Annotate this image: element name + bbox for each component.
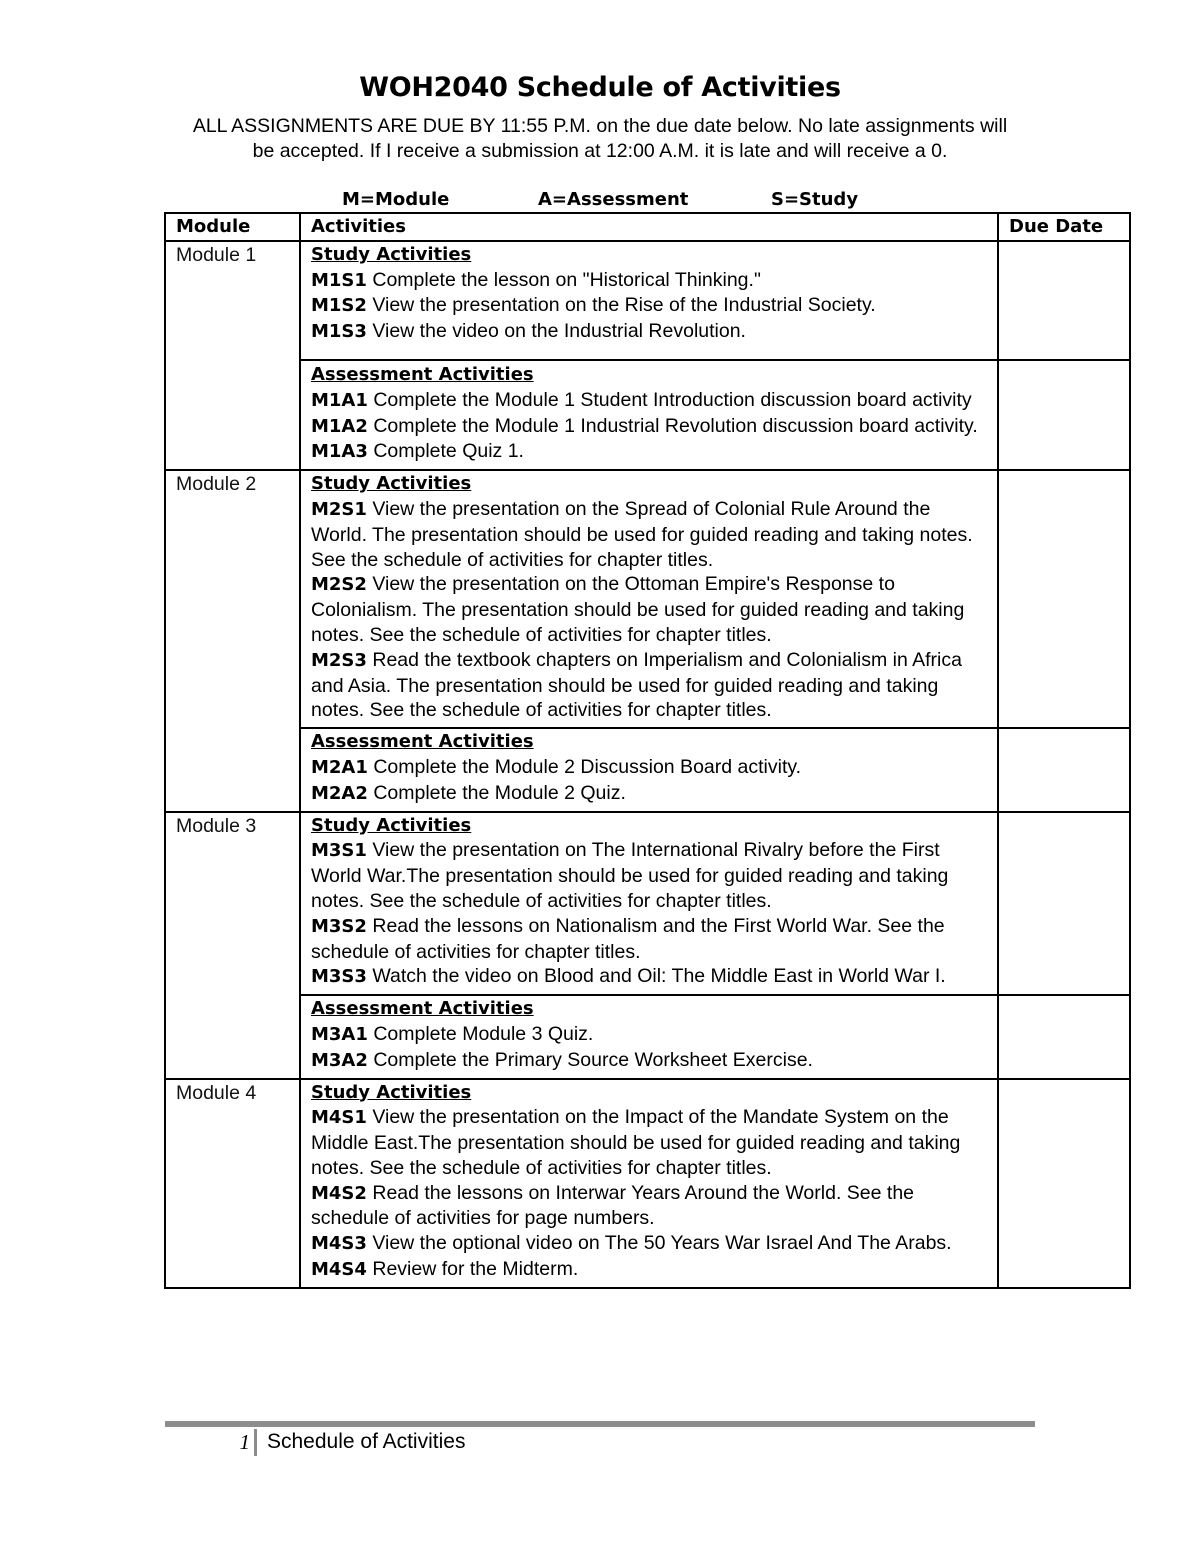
schedule-table: [164, 212, 1131, 1289]
activity-item: [311, 1022, 987, 1048]
activities-cell: [300, 995, 998, 1078]
activity-item: [311, 268, 987, 294]
activity-code: M2S2: [311, 574, 367, 596]
activity-code: M4S2: [311, 1182, 367, 1204]
table-row: [165, 1079, 1130, 1288]
activity-item: [311, 572, 987, 647]
legend-study: S=Study: [771, 189, 859, 210]
activity-item: [311, 319, 987, 345]
activity-item: [311, 838, 987, 913]
activity-code: M1S1: [311, 269, 367, 291]
due-date-cell: [998, 360, 1130, 470]
activities-cell: [300, 241, 998, 360]
due-date-cell: [998, 728, 1130, 811]
activities-cell: [300, 812, 998, 996]
footer-page-number: 1: [239, 1430, 250, 1454]
activity-item: [311, 964, 987, 990]
activity-code: M4S3: [311, 1233, 367, 1255]
activities-cell: [300, 1079, 998, 1288]
module-name-cell: Module 4: [165, 1079, 300, 1288]
activity-item: [311, 648, 987, 723]
activity-item: [311, 1231, 987, 1257]
activity-item: [311, 1181, 987, 1232]
activity-code: M3A2: [311, 1049, 368, 1071]
module-name-cell: Module 2: [165, 470, 300, 811]
activity-code: M1A2: [311, 415, 368, 437]
activity-code: M2A1: [311, 756, 368, 778]
activity-item: [311, 293, 987, 319]
activity-code: M3S1: [311, 840, 367, 862]
table-row: [165, 470, 1130, 728]
activity-item: [311, 914, 987, 965]
activities-cell: [300, 360, 998, 470]
module-name-cell: Module 3: [165, 812, 300, 1079]
activity-description: Complete the Module 1 Student Introduction discussion board activity: [367, 388, 972, 411]
activity-description: Read the textbook chapters on Imperialism and Colonialism in Africa and Asia. The presentation should be used for guided reading and taking notes. See the schedule of activities for chapter titles.: [311, 648, 962, 722]
activity-item: [311, 497, 987, 572]
activity-item: [311, 414, 987, 440]
due-date-cell: [998, 241, 1130, 360]
activity-description: View the optional video on The 50 Years War Israel And The Arabs.: [366, 1232, 952, 1255]
activity-description: Complete the Primary Source Worksheet Exercise.: [367, 1048, 813, 1071]
section-heading: Study Activities: [311, 473, 472, 495]
activity-description: View the presentation on the Impact of the Mandate System on the Middle East.The presentation should be used for guided reading and taking notes. See the schedule of activities for chapter titles.: [311, 1106, 961, 1179]
footer-label: Schedule of Activities: [267, 1430, 466, 1453]
table-row: [165, 728, 1130, 811]
due-date-cell: [998, 470, 1130, 728]
activity-code: M2S1: [311, 498, 367, 520]
activity-item: [311, 1048, 987, 1074]
activity-description: Complete the lesson on "Historical Thinking.": [366, 268, 761, 291]
activity-code: M3A1: [311, 1023, 368, 1045]
legend-module: M=Module: [342, 189, 450, 210]
activity-code: M2A2: [311, 782, 368, 804]
activity-code: M1S2: [311, 295, 367, 317]
activity-description: Review for the Midterm.: [366, 1258, 579, 1281]
activity-code: M3S2: [311, 915, 367, 937]
column-header-module: Module: [165, 213, 300, 241]
activities-cell: [300, 470, 998, 728]
table-row: [165, 360, 1130, 470]
activity-description: View the presentation on the Ottoman Empire's Response to Colonialism. The presentation should be used for guided reading and taking notes. See the schedule of activities for chapter titles.: [311, 573, 965, 646]
column-header-activities: Activities: [300, 213, 998, 241]
activity-description: Complete the Module 2 Quiz.: [367, 781, 626, 804]
activity-item: [311, 439, 987, 465]
activity-description: Complete the Module 2 Discussion Board activity.: [367, 755, 802, 778]
schedule-body: [165, 241, 1130, 1288]
activity-description: Complete Quiz 1.: [367, 440, 524, 463]
activity-item: [311, 1257, 987, 1283]
column-header-due-date: Due Date: [998, 213, 1130, 241]
table-header-row: [165, 213, 1130, 241]
table-row: [165, 812, 1130, 996]
footer-divider: [254, 1429, 257, 1456]
activity-code: M4S1: [311, 1107, 367, 1129]
section-heading: Study Activities: [311, 243, 472, 265]
activity-description: Read the lessons on Interwar Years Around the World. See the schedule of activities for page numbers.: [311, 1181, 915, 1230]
activity-code: M2S3: [311, 649, 367, 671]
table-row: [165, 995, 1130, 1078]
activity-description: Read the lessons on Nationalism and the First World War. See the schedule of activities for chapter titles.: [311, 914, 945, 963]
footer-rule: [165, 1421, 1035, 1427]
due-date-cell: [998, 812, 1130, 996]
due-date-notice: ALL ASSIGNMENTS ARE DUE BY 11:55 P.M. on the due date below. No late assignments will be accepted. If I receive a submission at 12:00 A.M. it is late and will receive a 0.: [192, 115, 1008, 162]
activity-description: View the presentation on the Rise of the Industrial Society.: [366, 294, 876, 317]
document-title: WOH2040 Schedule of Activities: [359, 72, 841, 103]
activity-code: M1S3: [311, 321, 367, 343]
activity-description: View the presentation on the Spread of Colonial Rule Around the World. The presentation should be used for guided reading and taking notes. See the schedule of activities for chapter titles.: [311, 497, 973, 571]
section-heading: Study Activities: [311, 814, 472, 836]
activity-description: Watch the video on Blood and Oil: The Middle East in World War I.: [366, 965, 946, 988]
activity-item: [311, 781, 987, 807]
legend-assessment: A=Assessment: [538, 189, 689, 210]
activity-item: [311, 1105, 987, 1180]
activity-code: M3S3: [311, 966, 367, 988]
activities-cell: [300, 728, 998, 811]
activity-description: View the video on the Industrial Revolution.: [366, 320, 746, 343]
due-date-cell: [998, 995, 1130, 1078]
activity-code: M1A1: [311, 389, 368, 411]
activity-item: [311, 755, 987, 781]
section-heading: Study Activities: [311, 1081, 472, 1103]
activity-code: M4S4: [311, 1259, 367, 1281]
section-heading: Assessment Activities: [311, 998, 534, 1020]
activity-description: View the presentation on The International Rivalry before the First World War.The presentation should be used for guided reading and taking notes. See the schedule of activities for chapter titles.: [311, 839, 949, 912]
activity-description: Complete Module 3 Quiz.: [367, 1022, 594, 1045]
table-row: [165, 241, 1130, 360]
section-heading: Assessment Activities: [311, 731, 534, 753]
activity-item: [311, 388, 987, 414]
section-heading: Assessment Activities: [311, 363, 534, 385]
activity-code: M1A3: [311, 441, 368, 463]
activity-description: Complete the Module 1 Industrial Revolution discussion board activity.: [367, 414, 978, 437]
module-name-cell: Module 1: [165, 241, 300, 470]
due-date-cell: [998, 1079, 1130, 1288]
